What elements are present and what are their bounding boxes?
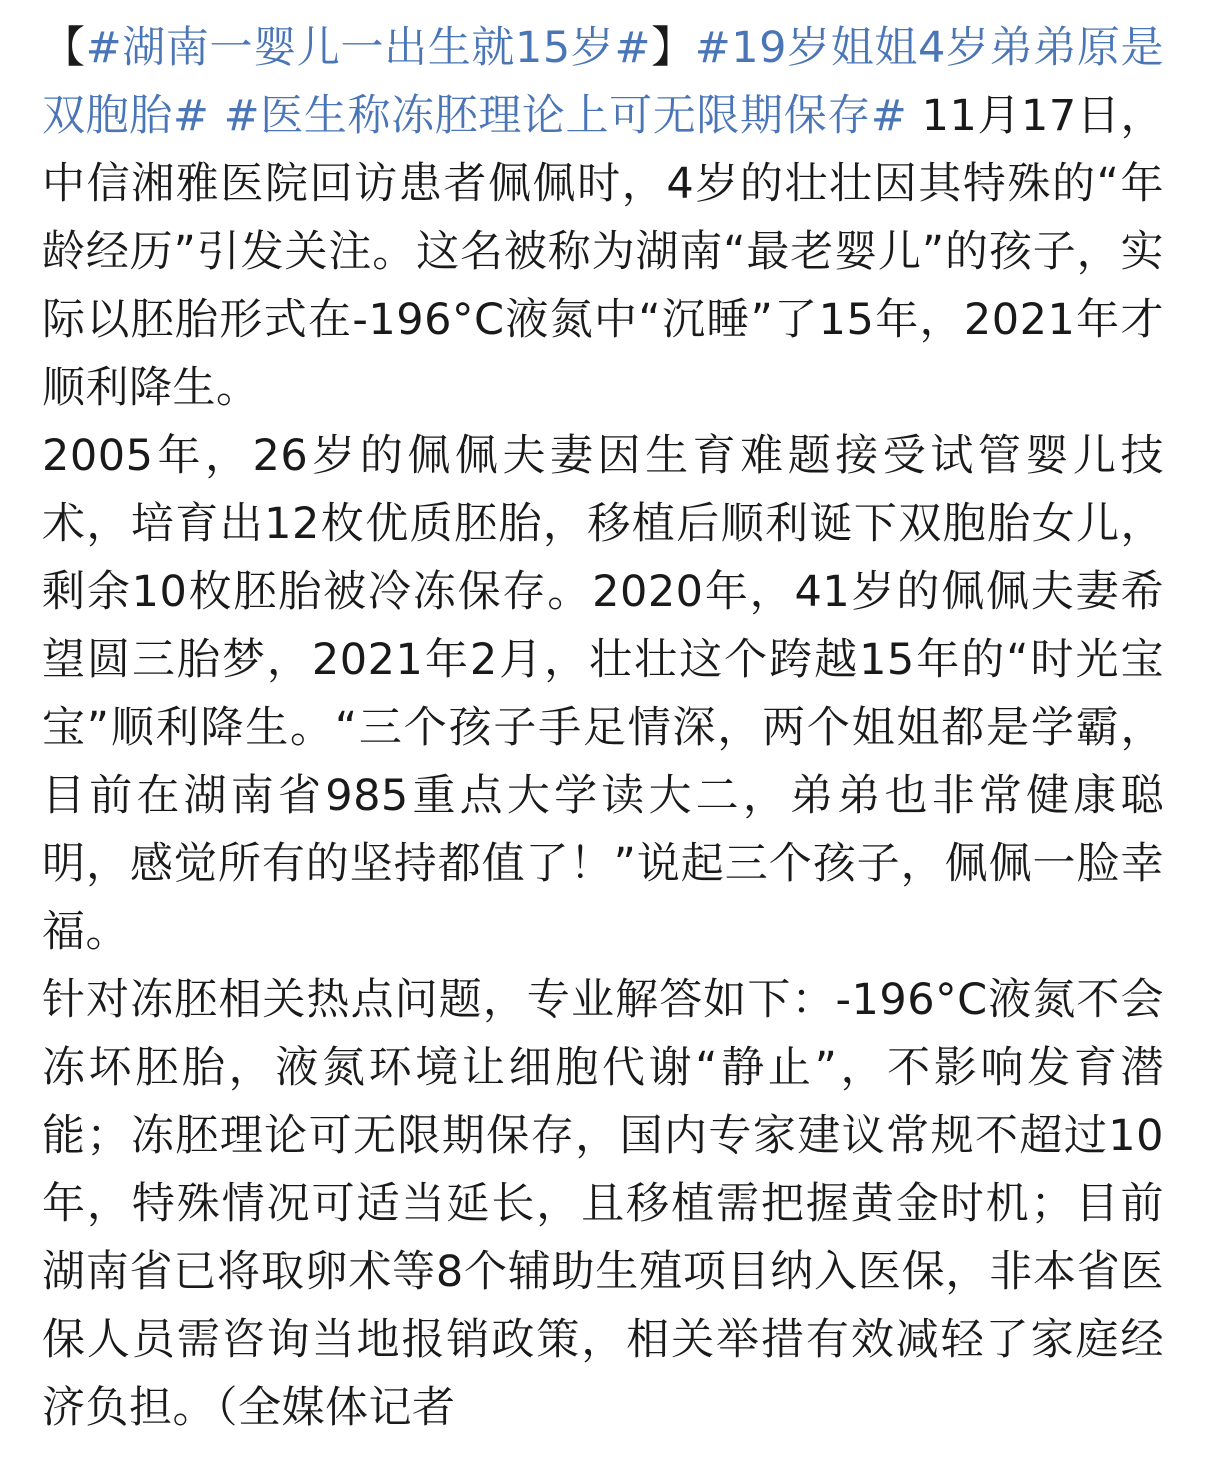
hashtag-link[interactable]: #湖南一婴儿一出生就15岁# xyxy=(85,23,651,73)
open-bracket: 【 xyxy=(42,23,86,73)
close-bracket: 】 xyxy=(650,23,695,73)
paragraph-text: 11月17日，中信湘雅医院回访患者佩佩时，4岁的壮壮因其特殊的“年龄经历”引发关注。这名被称为湖南“最老婴儿”的孩子，实际以胚胎形式在-196°C液氮中“沉睡”了15年，2021年才顺利降生。 xyxy=(42,91,1164,413)
hashtag-link[interactable]: #医生称冻胚理论上可无限期保存# xyxy=(223,91,908,141)
post-paragraph-1 xyxy=(42,14,1164,422)
post-paragraph-3: 针对冻胚相关热点问题，专业解答如下：-196°C液氮不会冻坏胚胎，液氮环境让细胞代谢“静止”，不影响发育潜能；冻胚理论可无限期保存，国内专家建议常规不超过10年，特殊情况可适当延长，且移植需把握黄金时机；目前湖南省已将取卵术等8个辅助生殖项目纳入医保，非本省医保人员需咨询当地报销政策，相关举措有效减轻了家庭经济负担。（全媒体记者 xyxy=(42,975,1164,1433)
hashtag-link[interactable]: #19岁姐姐4岁弟弟原是双胞胎# xyxy=(42,23,1165,141)
post-paragraph-2: 2005年，26岁的佩佩夫妻因生育难题接受试管婴儿技术，培育出12枚优质胚胎，移植后顺利诞下双胞胎女儿，剩余10枚胚胎被冷冻保存。2020年，41岁的佩佩夫妻希望圆三胎梦，2021年2月，壮壮这个跨越15年的“时光宝宝”顺利降生。“三个孩子手足情深，两个姐姐都是学霸，目前在湖南省985重点大学读大二，弟弟也非常健康聪明，感觉所有的坚持都值了！”说起三个孩子，佩佩一脸幸福。 xyxy=(42,431,1164,957)
post-body xyxy=(42,14,1164,1442)
